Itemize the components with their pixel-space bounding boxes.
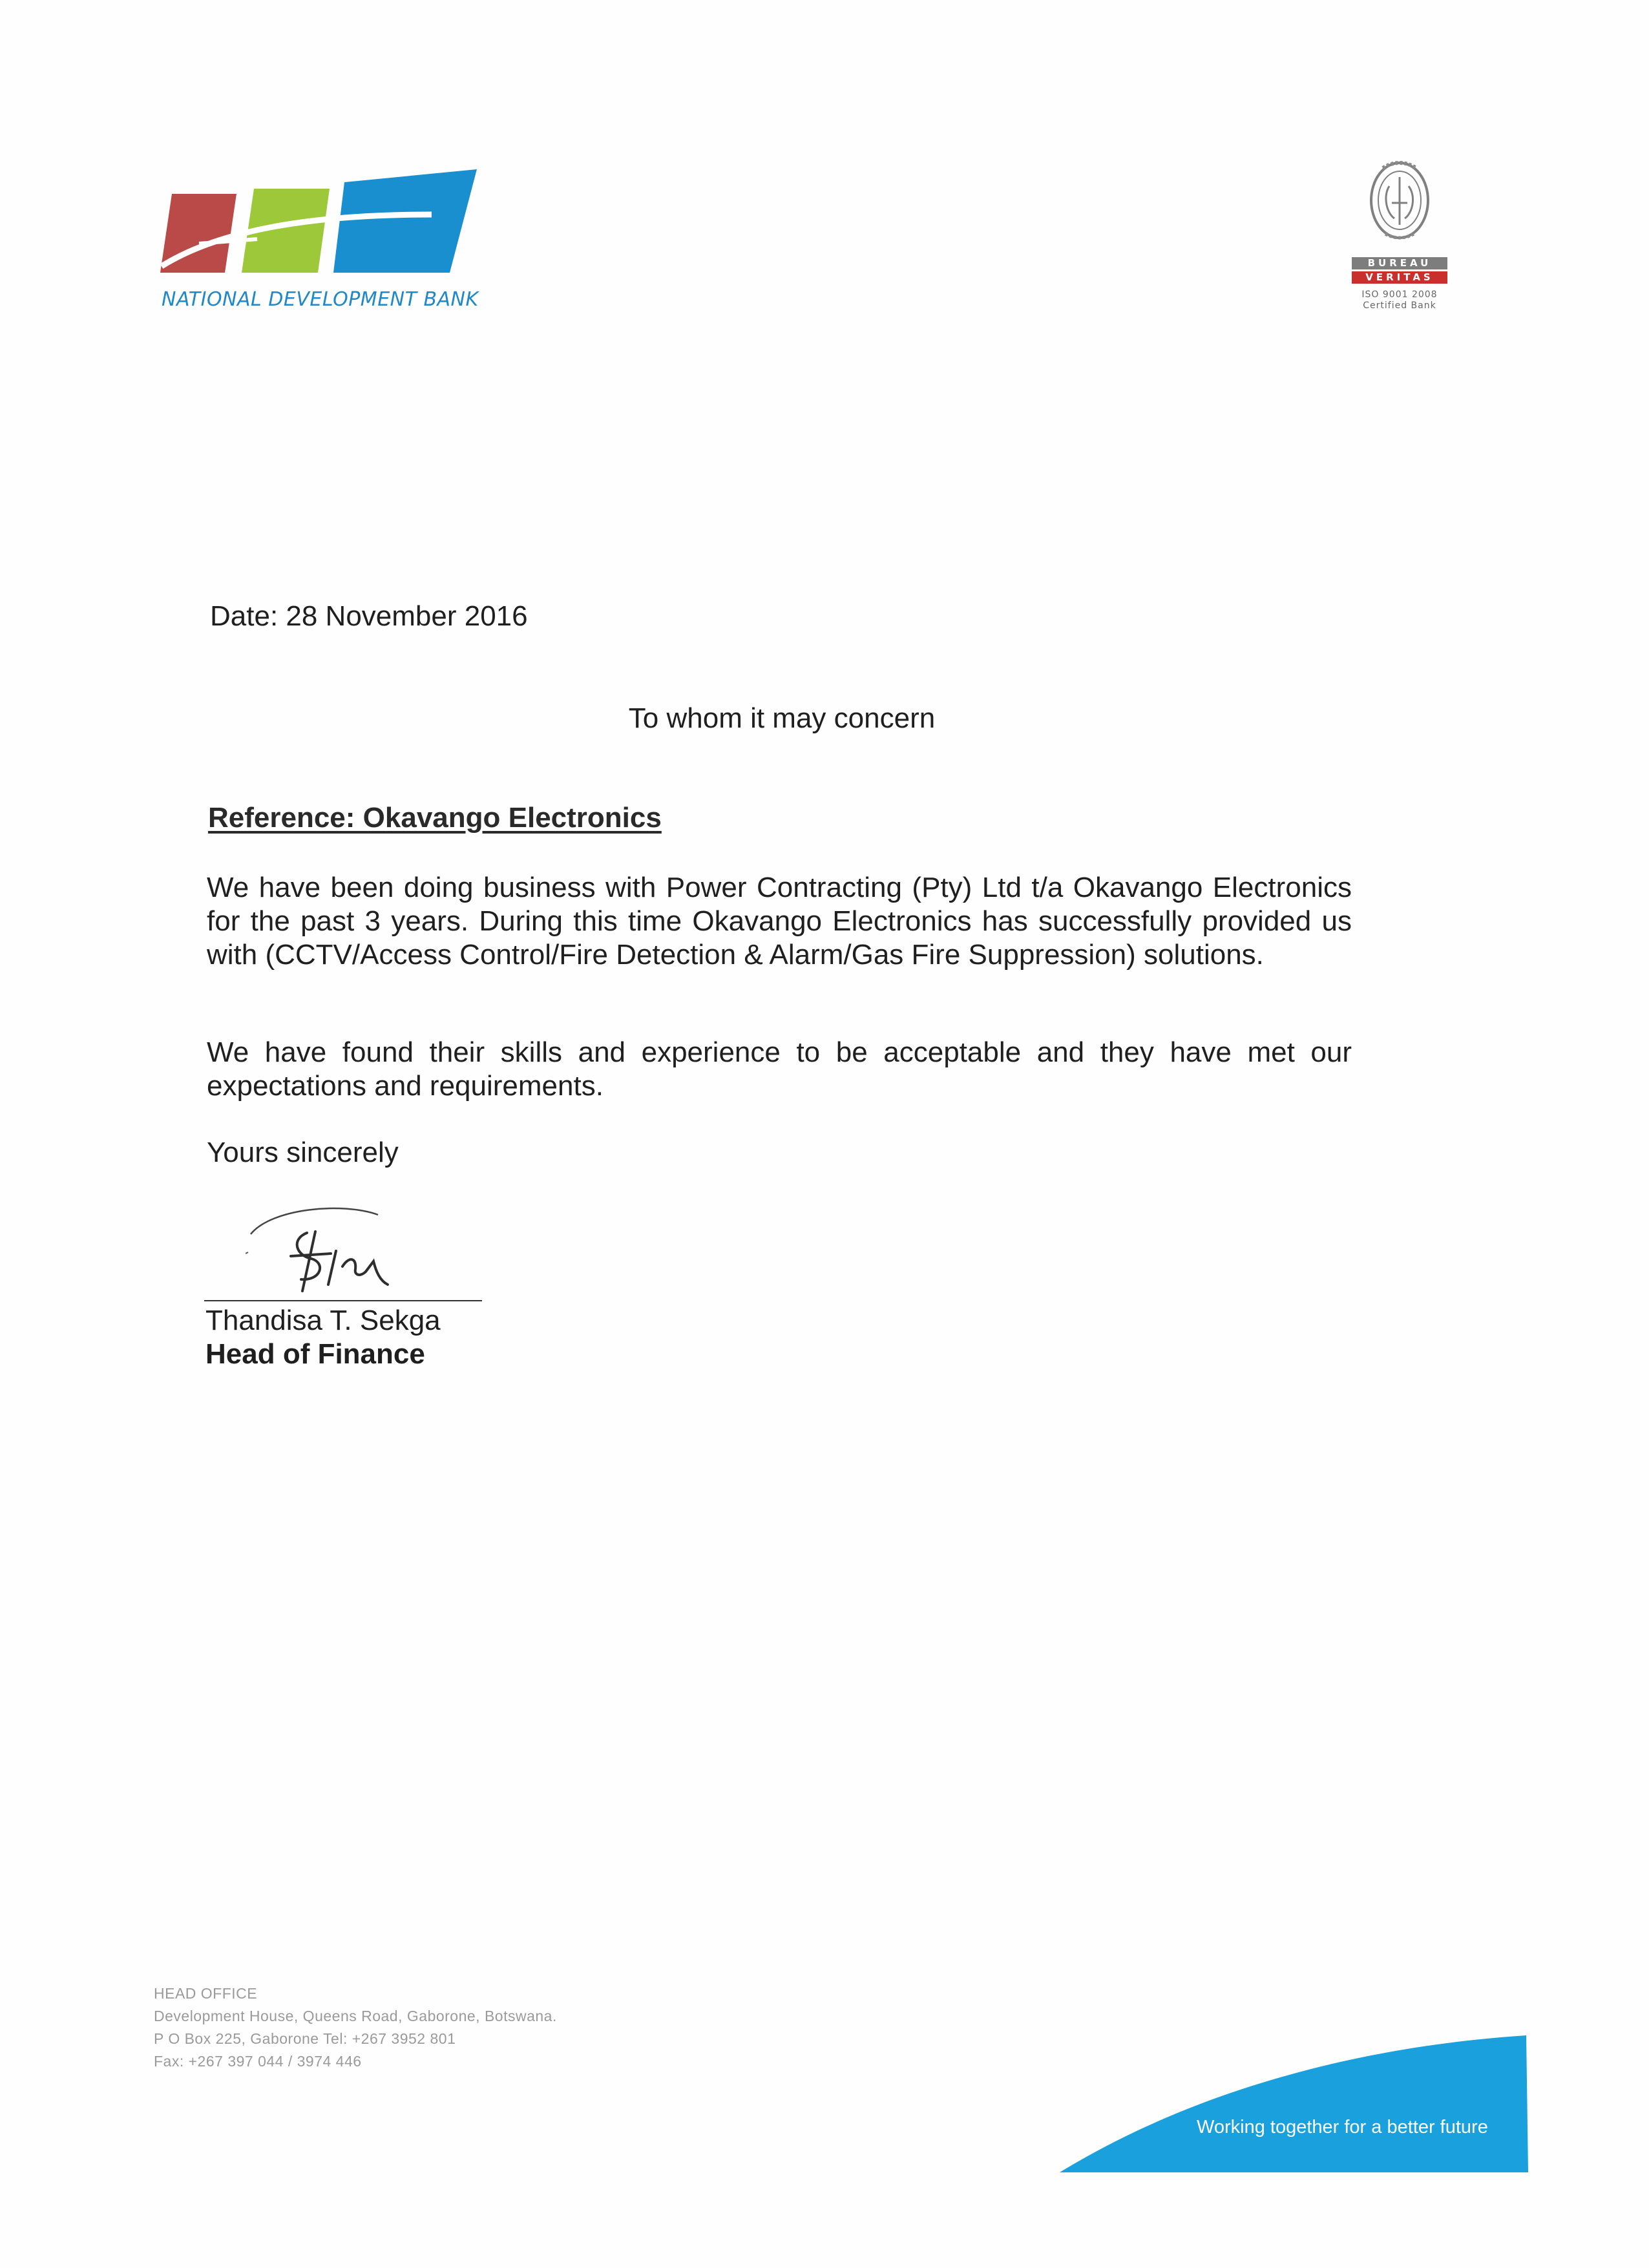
- footer-swoosh-banner: [1060, 2035, 1528, 2172]
- address-line-1: Development House, Queens Road, Gaborone, Botswana.: [154, 2008, 557, 2024]
- reference-heading: Reference: Okavango Electronics: [208, 802, 662, 834]
- iso-standard: ISO 9001 2008: [1361, 289, 1438, 300]
- bureau-veritas-name: [1352, 257, 1447, 286]
- signature-line: [204, 1300, 482, 1301]
- certification-text: [1344, 289, 1455, 311]
- closing: Yours sincerely: [207, 1137, 399, 1168]
- salutation: To whom it may concern: [628, 702, 936, 734]
- logo-blue-block: [333, 169, 477, 273]
- bureau-label: BUREAU: [1352, 257, 1447, 269]
- bank-name: NATIONAL DEVELOPMENT BANK: [162, 288, 479, 311]
- ndb-logo-icon: [160, 169, 477, 273]
- veritas-label: VERITAS: [1352, 271, 1447, 284]
- signature-image: [246, 1194, 414, 1304]
- signer-name: Thandisa T. Sekga: [205, 1305, 441, 1336]
- body-paragraph-1: We have been doing business with Power Contracting (Pty) Ltd t/a Okavango Electronics for the past 3 years. During this time Okavango Electronics has successfully provided us with (CCTV/Access Control/Fire Detection & Alarm/Gas Fire Suppression) solutions.: [207, 872, 1352, 971]
- footer-tagline: Working together for a better future: [1197, 2117, 1488, 2137]
- address-line-2: P O Box 225, Gaborone Tel: +267 3952 801: [154, 2030, 456, 2047]
- footer-address: [154, 1982, 557, 2073]
- body-paragraph-2: We have found their skills and experience to be acceptable and they have met our expectations and requirements.: [207, 1036, 1352, 1102]
- head-office-label: HEAD OFFICE: [154, 1985, 258, 2002]
- signer-title: Head of Finance: [205, 1338, 425, 1370]
- certified-bank: Certified Bank: [1363, 300, 1436, 311]
- fax-line: Fax: +267 397 044 / 3974 446: [154, 2053, 362, 2070]
- letter-date: Date: 28 November 2016: [210, 600, 528, 632]
